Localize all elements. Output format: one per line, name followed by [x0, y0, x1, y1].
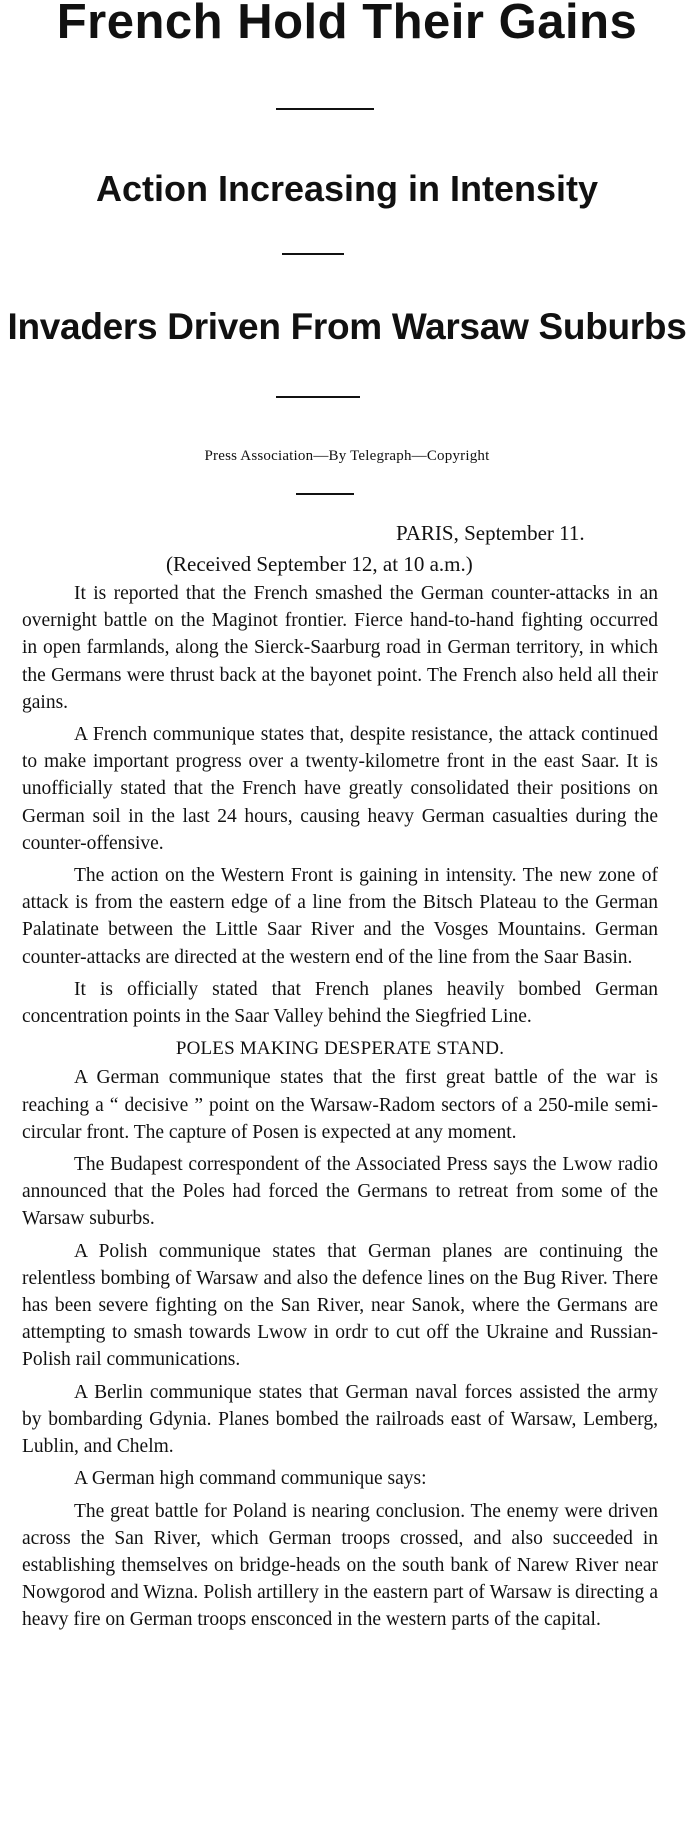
body-paragraph: A German communique states that the first great battle of the war is reaching a “ decisive ” point on the Warsaw-Radom sectors of a 250-mile semi-circular front. The capture of Posen is expected at any moment.	[22, 1067, 658, 1143]
body-paragraph: A Polish communique states that German planes are continuing the relentless bombing of Warsaw and also the defence lines on the Bug River. There has been severe fighting on the San River, near Sanok, where the Germans are attempting to smash towards Lwow in ordr to cut off the Ukraine and Russian-Polish rail communications.	[22, 1240, 658, 1371]
third-headline: Invaders Driven From Warsaw Suburbs	[7, 306, 687, 347]
dateline: PARIS, September 11.	[396, 521, 585, 545]
body-paragraph: A German high command communique says:	[74, 1468, 427, 1490]
headline-divider	[282, 253, 344, 255]
second-headline: Action Increasing in Intensity	[95, 168, 599, 209]
headline-divider	[276, 396, 360, 398]
body-paragraph: The great battle for Poland is nearing conclusion. The enemy were driven across the San River, which German troops crossed, and also succeeded in establishing themselves on bridge-heads on the south bank of Narew River near Nowgorod and Wizna. Polish artillery in the eastern part of Warsaw is directing a heavy fire on German troops ensconced in the western parts of the capital.	[22, 1500, 658, 1631]
wire-credit: Press Association—By Telegraph—Copyright	[204, 448, 490, 464]
headline-divider	[276, 108, 374, 110]
body-paragraph: The Budapest correspondent of the Associated Press says the Lwow radio announced that the Poles had forced the Germans to retreat from some of the Warsaw suburbs.	[22, 1154, 658, 1230]
credit-divider	[296, 493, 354, 495]
body-paragraph: It is officially stated that French planes heavily bombed German concentration points in the Saar Valley behind the Siegfried Line.	[22, 978, 658, 1028]
section-subhead: POLES MAKING DESPERATE STAND.	[175, 1038, 505, 1060]
article-body	[22, 580, 658, 1639]
body-paragraph: A Berlin communique states that German naval forces assisted the army by bombarding Gdynia. Planes bombed the railroads east of Warsaw, Lemberg, Lublin, and Chelm.	[22, 1381, 658, 1458]
received-note: (Received September 12, at 10 a.m.)	[166, 552, 473, 576]
main-headline: French Hold Their Gains	[56, 0, 638, 49]
body-paragraph: It is reported that the French smashed the German counter-attacks in an overnight battle on the Maginot frontier. Fierce hand-to-hand fighting occurred in open farmlands, along the Sierck-Saarburg road in German territory, in which the Germans were thrust back at the bayonet point. The French also held all their gains.	[22, 583, 658, 713]
body-paragraph: The action on the Western Front is gaining in intensity. The new zone of attack is from the eastern edge of a line from the Bitsch Plateau to the German Palatinate between the Little Saar River and the Vosges Mountains. German counter-attacks are directed at the western end of the line from the Saar Basin.	[22, 865, 658, 968]
body-paragraph: A French communique states that, despite resistance, the attack continued to make important progress over a twenty-kilometre front in the east Saar. It is unofficially stated that the French have greatly consolidated their positions on German soil in the last 24 hours, causing heavy German casualties during the counter-offensive.	[22, 724, 658, 854]
